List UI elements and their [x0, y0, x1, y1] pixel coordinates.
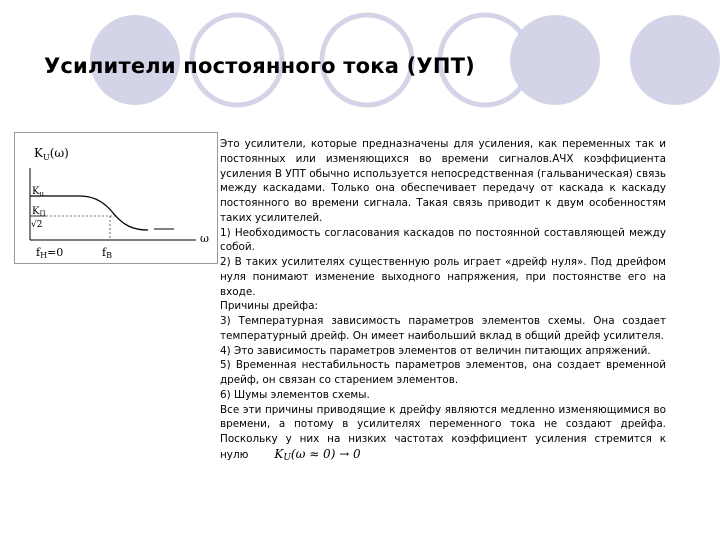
paragraph: 1) Необходимость согласования каскадов по постоянной составляющей между собой.	[220, 226, 666, 254]
circle-filled-3	[630, 15, 720, 105]
paragraph: 5) Временная нестабильность параметров элементов, она создает временной дрейф, он связан со старением элементов.	[220, 359, 666, 386]
paragraph: 2) В таких усилителях существенную роль играет «дрейф нуля». Под дрейфом нуля понимают изменение выходного напряжения, при постоянстве его на входе.	[220, 256, 666, 298]
formula: $K_U(\omega \approx 0) \to 0$	[274, 446, 361, 463]
paragraph-last	[220, 403, 666, 466]
slide-title: Усилители постоянного тока (УПТ)	[44, 54, 475, 78]
paragraph: Причины дрейфа:	[220, 300, 319, 313]
paragraph: 4) Это зависимость параметров элементов от величин питающих апряжений.	[220, 344, 651, 357]
paragraph: 3) Температурная зависимость параметров элементов схемы. Она создает температурный дрейф. Он имеет наибольший вклад в общий дрейф усилителя.	[220, 315, 666, 342]
slide-body	[220, 137, 666, 466]
sqrt2-label: √2	[31, 220, 43, 230]
level-mid-label: $K_П$	[32, 206, 46, 218]
circle-filled-2	[510, 15, 600, 105]
last-paragraph-text: Все эти причины приводящие к дрейфу являются медленно изменяющимися во времени, а потому в усилителях переменного тока не создают дрейфа. Поскольку у них на низких частотах коэффициент усиления стремится к нулю	[220, 403, 666, 461]
paragraph: 6) Шумы элементов схемы.	[220, 388, 370, 401]
frequency-response-graph	[14, 132, 218, 264]
low-freq-label: fH=0	[36, 246, 64, 260]
paragraph: Это усилители, которые предназначены для усиления, как переменных так и постоянных или изменяющихся во времени сигналов.АЧХ коэффициента усиления В УПТ обычно используется непосредственная (гальваническая) связь между каскадами. Только она обеспечивает передачу от каскада к каскаду постоянного во времени сигнала. Такая связь приводит к двум особенностям таких усилителей.	[220, 138, 666, 224]
high-freq-label: fB	[102, 246, 112, 260]
level-top-label: $K_u$	[32, 186, 44, 198]
x-axis-omega-label: ω	[200, 232, 209, 245]
y-axis-label: $K_U(\omega)$	[34, 146, 69, 162]
